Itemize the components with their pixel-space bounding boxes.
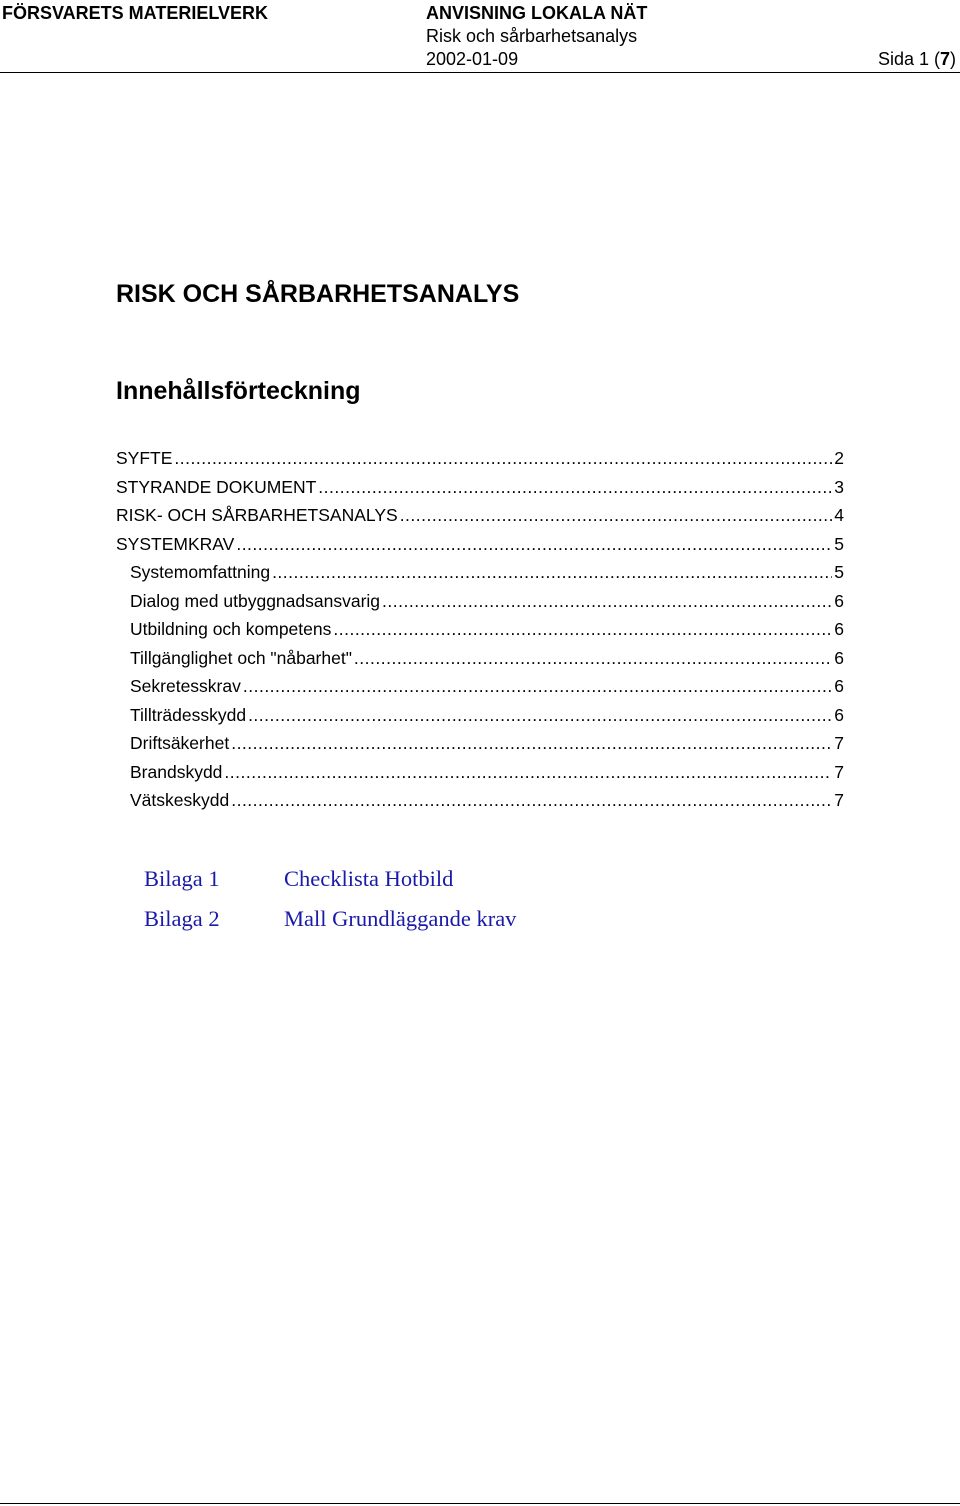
toc-entry[interactable] [116,534,844,563]
toc-entry-page: 2 [834,448,844,468]
appendix-item[interactable] [144,866,516,906]
toc-entry-label: STYRANDE DOKUMENT [116,476,317,497]
page-number [878,49,956,70]
toc-entry-label: Tillgänglighet och "nåbarhet" [130,647,352,668]
toc-entry[interactable] [116,648,844,677]
toc-leader-dots [272,562,832,583]
toc-entry[interactable] [116,705,844,734]
toc-entry[interactable] [116,477,844,506]
toc-entry-page: 6 [834,590,844,611]
toc-entry-label: Systemomfattning [130,562,271,582]
toc-leader-dots [231,790,832,811]
appendix-title: Mall Grundläggande krav [284,906,517,931]
toc-leader-dots [333,619,832,640]
toc-entry-page: 6 [834,676,844,696]
toc-entry[interactable] [116,676,844,705]
toc-entry-label: Utbildning och kompetens [130,619,332,639]
toc-entry-page: 6 [834,619,844,639]
document-type: ANVISNING LOKALA NÄT [426,3,648,23]
toc-entry-page: 7 [834,761,844,782]
appendix-list [144,866,516,946]
toc-entry[interactable] [116,505,844,534]
toc-entry-page: 7 [834,733,844,753]
toc-leader-dots [236,534,832,555]
toc-heading: Innehållsförteckning [116,377,361,405]
table-of-contents [116,448,844,819]
toc-leader-dots [354,648,832,669]
toc-entry-page: 7 [834,790,844,810]
toc-entry[interactable] [116,448,844,477]
toc-entry[interactable] [116,619,844,648]
page-header [0,0,960,73]
toc-leader-dots [318,477,832,498]
appendix-item[interactable] [144,906,516,946]
toc-entry-label: Tillträdesskydd [130,704,247,725]
toc-entry-page: 5 [834,533,844,554]
footer-divider [0,1503,960,1504]
organization-name: FÖRSVARETS MATERIELVERK [2,3,269,23]
toc-entry-label: Brandskydd [130,761,223,782]
page-suffix: ) [950,49,956,69]
toc-entry-label: RISK- OCH SÅRBARHETSANALYS [116,505,398,525]
toc-entry-page: 4 [834,505,844,525]
toc-entry[interactable] [116,562,844,591]
page-total: 7 [939,49,950,69]
toc-entry-page: 5 [834,562,844,582]
document-date: 2002-01-09 [426,49,519,69]
appendix-title: Checklista Hotbild [284,866,454,891]
toc-leader-dots [243,676,832,697]
toc-entry-label: Sekretesskrav [130,676,241,696]
toc-entry-label: Dialog med utbyggnadsansvarig [130,590,381,611]
toc-leader-dots [382,591,832,612]
toc-leader-dots [248,705,832,726]
appendix-label: Bilaga 1 [144,866,220,891]
toc-entry-page: 3 [834,476,844,497]
document-subtitle: Risk och sårbarhetsanalys [426,26,638,46]
toc-entry[interactable] [116,733,844,762]
toc-entry-label: SYSTEMKRAV [116,533,235,554]
header-divider [0,72,960,73]
toc-entry-page: 6 [834,704,844,725]
toc-entry-label: SYFTE [116,448,173,468]
toc-entry[interactable] [116,790,844,819]
page-title: RISK OCH SÅRBARHETSANALYS [116,280,520,308]
page-prefix: Sida 1 ( [877,49,940,69]
toc-leader-dots [174,448,832,469]
toc-entry-page: 6 [834,647,844,668]
toc-entry[interactable] [116,762,844,791]
toc-entry-label: Vätskeskydd [130,790,230,810]
toc-entry[interactable] [116,591,844,620]
toc-entry-label: Driftsäkerhet [130,733,230,753]
toc-leader-dots [400,505,833,526]
toc-leader-dots [224,762,832,783]
appendix-label: Bilaga 2 [144,906,220,931]
toc-leader-dots [231,733,832,754]
